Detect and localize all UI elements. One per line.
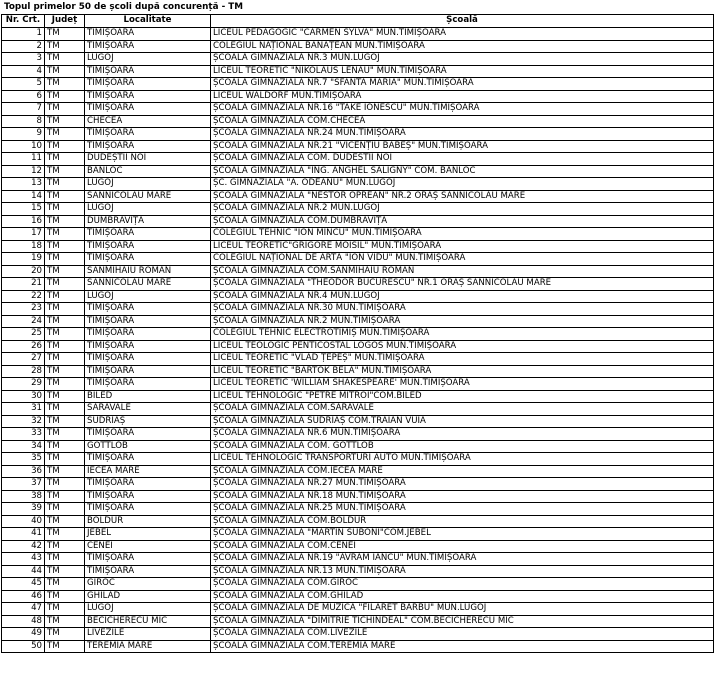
row-judet-cell: TM [45, 353, 85, 366]
table-row [2, 215, 714, 228]
row-localitate-cell: GHILAD [85, 590, 211, 603]
table-row [2, 428, 714, 441]
row-judet-cell: TM [45, 603, 85, 616]
row-localitate-cell: DUMBRĂVIȚA [85, 215, 211, 228]
row-scoala-cell: ȘCOALA GIMNAZIALĂ NR.24 MUN.TIMIȘOARA [211, 128, 714, 141]
row-nr-cell: 37 [2, 478, 45, 491]
row-localitate-cell: TIMIȘOARA [85, 78, 211, 91]
row-nr-cell: 2 [2, 40, 45, 53]
row-judet-cell: TM [45, 440, 85, 453]
row-localitate-cell: LUGOJ [85, 178, 211, 191]
row-scoala-cell: LICEUL TEORETIC "NIKOLAUS LENAU" MUN.TIMIȘOARA [211, 65, 714, 78]
table-row [2, 378, 714, 391]
table-row [2, 90, 714, 103]
row-localitate-cell: SÂNNICOLAU MARE [85, 278, 211, 291]
row-nr-cell: 16 [2, 215, 45, 228]
row-judet-cell: TM [45, 140, 85, 153]
row-localitate-cell: SÂNNICOLAU MARE [85, 190, 211, 203]
row-nr-cell: 30 [2, 390, 45, 403]
row-scoala-cell: ȘCOALA GIMNAZIALĂ "NESTOR OPREAN" NR.2 ORAȘ SÂNNICOLAU MARE [211, 190, 714, 203]
row-judet-cell: TM [45, 153, 85, 166]
table-row [2, 103, 714, 116]
row-localitate-cell: TIMIȘOARA [85, 303, 211, 316]
row-scoala-cell: LICEUL TEHNOLOGIC "PETRE MITROI"COM.BILED [211, 390, 714, 403]
row-localitate-cell: SÂNMIHAIU ROMÂN [85, 265, 211, 278]
row-localitate-cell: GIROC [85, 578, 211, 591]
row-judet-cell: TM [45, 90, 85, 103]
row-scoala-cell: LICEUL PEDAGOGIC "CARMEN SYLVA" MUN.TIMIȘOARA [211, 28, 714, 41]
row-scoala-cell: LICEUL TEORETIC "VLAD ȚEPEȘ" MUN.TIMIȘOARA [211, 353, 714, 366]
row-nr-cell: 6 [2, 90, 45, 103]
row-scoala-cell: ȘCOALA GIMNAZIALĂ NR.30 MUN.TIMIȘOARA [211, 303, 714, 316]
row-scoala-cell: ȘCOALA GIMNAZIALĂ COM.SARAVALE [211, 403, 714, 416]
row-scoala-cell: ȘCOALA GIMNAZIALĂ SUDRIAȘ COM.TRAIAN VUIA [211, 415, 714, 428]
row-scoala-cell: ȘCOALA GIMNAZIALĂ NR.2 MUN.TIMIȘOARA [211, 315, 714, 328]
row-scoala-cell: ȘCOALA GIMNAZIALĂ NR.27 MUN.TIMIȘOARA [211, 478, 714, 491]
table-row [2, 615, 714, 628]
row-judet-cell: TM [45, 53, 85, 66]
row-nr-cell: 5 [2, 78, 45, 91]
row-judet-cell: TM [45, 465, 85, 478]
row-nr-cell: 3 [2, 53, 45, 66]
row-judet-cell: TM [45, 228, 85, 241]
table-row [2, 503, 714, 516]
table-row [2, 153, 714, 166]
table-row [2, 553, 714, 566]
row-localitate-cell: TIMIȘOARA [85, 253, 211, 266]
table-row [2, 490, 714, 503]
table-title: Topul primelor 50 de școli după concurență - TM [4, 2, 244, 12]
row-judet-cell: TM [45, 528, 85, 541]
row-scoala-cell: ȘCOALA GIMNAZIALĂ NR.25 MUN.TIMIȘOARA [211, 503, 714, 516]
row-localitate-cell: TIMIȘOARA [85, 65, 211, 78]
row-nr-cell: 21 [2, 278, 45, 291]
row-nr-cell: 25 [2, 328, 45, 341]
row-scoala-cell: LICEUL TEOLOGIC PENTICOSTAL LOGOS MUN.TIMIȘOARA [211, 340, 714, 353]
table-row [2, 303, 714, 316]
row-nr-cell: 11 [2, 153, 45, 166]
row-judet-cell: TM [45, 478, 85, 491]
table-row [2, 590, 714, 603]
row-judet-cell: TM [45, 103, 85, 116]
table-row [2, 540, 714, 553]
row-localitate-cell: TIMIȘOARA [85, 353, 211, 366]
table-row [2, 140, 714, 153]
row-scoala-cell: ȘCOALA GIMNAZIALĂ COM.LIVEZILE [211, 628, 714, 641]
row-localitate-cell: BECICHERECU MIC [85, 615, 211, 628]
row-localitate-cell: TIMIȘOARA [85, 490, 211, 503]
header-row [2, 15, 714, 28]
table-row [2, 290, 714, 303]
row-scoala-cell: COLEGIUL TEHNIC "ION MINCU" MUN.TIMIȘOARA [211, 228, 714, 241]
table-row [2, 278, 714, 291]
row-nr-cell: 45 [2, 578, 45, 591]
row-judet-cell: TM [45, 265, 85, 278]
table-row [2, 115, 714, 128]
row-judet-cell: TM [45, 165, 85, 178]
row-scoala-cell: ȘCOALA GIMNAZIALĂ NR.4 MUN.LUGOJ [211, 290, 714, 303]
row-scoala-cell: ȘCOALA GIMNAZIALĂ COM.BOLDUR [211, 515, 714, 528]
row-scoala-cell: ȘCOALA GIMNAZIALĂ COM.CENEI [211, 540, 714, 553]
row-scoala-cell: ȘCOALA GIMNAZIALĂ NR.13 MUN.TIMIȘOARA [211, 565, 714, 578]
row-localitate-cell: JEBEL [85, 528, 211, 541]
row-scoala-cell: ȘCOALA GIMNAZIALĂ NR.16 "TAKE IONESCU" MUN.TIMIȘOARA [211, 103, 714, 116]
row-localitate-cell: CENEI [85, 540, 211, 553]
row-scoala-cell: ȘCOALA GIMNAZIALĂ NR.7 "SFÂNTA MARIA" MUN.TIMIȘOARA [211, 78, 714, 91]
row-localitate-cell: TIMIȘOARA [85, 40, 211, 53]
row-localitate-cell: BANLOC [85, 165, 211, 178]
row-localitate-cell: TIMIȘOARA [85, 28, 211, 41]
row-localitate-cell: TIMIȘOARA [85, 428, 211, 441]
row-nr-cell: 32 [2, 415, 45, 428]
table-row [2, 165, 714, 178]
row-localitate-cell: LUGOJ [85, 603, 211, 616]
row-scoala-cell: ȘCOALA GIMNAZIALĂ COM.GHILAD [211, 590, 714, 603]
row-scoala-cell: ȘCOALA GIMNAZIALĂ "THEODOR BUCURESCU" NR.1 ORAȘ SÂNNICOLAU MARE [211, 278, 714, 291]
row-nr-cell: 27 [2, 353, 45, 366]
row-nr-cell: 13 [2, 178, 45, 191]
schools-table [1, 14, 714, 653]
table-row [2, 640, 714, 653]
row-nr-cell: 4 [2, 65, 45, 78]
row-judet-cell: TM [45, 290, 85, 303]
row-nr-cell: 43 [2, 553, 45, 566]
table-row [2, 240, 714, 253]
row-judet-cell: TM [45, 540, 85, 553]
row-localitate-cell: TEREMIA MARE [85, 640, 211, 653]
row-judet-cell: TM [45, 28, 85, 41]
row-judet-cell: TM [45, 178, 85, 191]
row-nr-cell: 39 [2, 503, 45, 516]
row-judet-cell: TM [45, 428, 85, 441]
table-body [2, 28, 714, 653]
row-scoala-cell: LICEUL TEORETIC 'WILLIAM SHAKESPEARE' MUN.TIMIȘOARA [211, 378, 714, 391]
row-scoala-cell: ȘCOALA GIMNAZIALĂ COM.GIROC [211, 578, 714, 591]
row-localitate-cell: TIMIȘOARA [85, 378, 211, 391]
row-scoala-cell: ȘCOALA GIMNAZIALĂ "MARTIN SUBONI"COM.JEBEL [211, 528, 714, 541]
row-localitate-cell: BILED [85, 390, 211, 403]
row-judet-cell: TM [45, 315, 85, 328]
row-localitate-cell: TIMIȘOARA [85, 328, 211, 341]
row-scoala-cell: ȘCOALA GIMNAZIALĂ "ING. ANGHEL SALIGNY" COM. BANLOC [211, 165, 714, 178]
row-scoala-cell: COLEGIUL NAȚIONAL DE ARTĂ "ION VIDU" MUN.TIMIȘOARA [211, 253, 714, 266]
row-judet-cell: TM [45, 215, 85, 228]
row-scoala-cell: ȘCOALA GIMNAZIALĂ NR.6 MUN.TIMIȘOARA [211, 428, 714, 441]
table-row [2, 415, 714, 428]
row-nr-cell: 9 [2, 128, 45, 141]
row-judet-cell: TM [45, 415, 85, 428]
row-nr-cell: 34 [2, 440, 45, 453]
row-judet-cell: TM [45, 203, 85, 216]
table-row [2, 78, 714, 91]
row-judet-cell: TM [45, 240, 85, 253]
row-nr-cell: 18 [2, 240, 45, 253]
row-judet-cell: TM [45, 328, 85, 341]
row-judet-cell: TM [45, 590, 85, 603]
table-row [2, 128, 714, 141]
row-judet-cell: TM [45, 365, 85, 378]
row-judet-cell: TM [45, 403, 85, 416]
row-nr-cell: 17 [2, 228, 45, 241]
row-localitate-cell: TIMIȘOARA [85, 365, 211, 378]
row-localitate-cell: TIMIȘOARA [85, 565, 211, 578]
row-localitate-cell: TIMIȘOARA [85, 315, 211, 328]
row-nr-cell: 7 [2, 103, 45, 116]
row-nr-cell: 46 [2, 590, 45, 603]
row-scoala-cell: ȘCOALA GIMNAZIALĂ COM.SÂNMIHAIU ROMÂN [211, 265, 714, 278]
row-nr-cell: 19 [2, 253, 45, 266]
row-nr-cell: 10 [2, 140, 45, 153]
row-localitate-cell: TIMIȘOARA [85, 453, 211, 466]
row-scoala-cell: ȘCOALA GIMNAZIALĂ NR.3 MUN.LUGOJ [211, 53, 714, 66]
row-localitate-cell: LIVEZILE [85, 628, 211, 641]
row-localitate-cell: GOTTLOB [85, 440, 211, 453]
row-nr-cell: 41 [2, 528, 45, 541]
row-judet-cell: TM [45, 565, 85, 578]
row-localitate-cell: LUGOJ [85, 53, 211, 66]
row-nr-cell: 14 [2, 190, 45, 203]
row-judet-cell: TM [45, 190, 85, 203]
row-judet-cell: TM [45, 278, 85, 291]
table-row [2, 265, 714, 278]
row-judet-cell: TM [45, 115, 85, 128]
row-localitate-cell: BOLDUR [85, 515, 211, 528]
row-scoala-cell: LICEUL WALDORF MUN.TIMIȘOARA [211, 90, 714, 103]
row-nr-cell: 31 [2, 403, 45, 416]
row-judet-cell: TM [45, 253, 85, 266]
row-nr-cell: 28 [2, 365, 45, 378]
row-judet-cell: TM [45, 390, 85, 403]
row-nr-cell: 47 [2, 603, 45, 616]
table-row [2, 365, 714, 378]
row-localitate-cell: SARAVALE [85, 403, 211, 416]
table-row [2, 478, 714, 491]
row-judet-cell: TM [45, 628, 85, 641]
row-judet-cell: TM [45, 515, 85, 528]
header-nr: Nr. Crt. [2, 15, 45, 28]
row-localitate-cell: IECEA MARE [85, 465, 211, 478]
row-localitate-cell: TIMIȘOARA [85, 240, 211, 253]
row-nr-cell: 48 [2, 615, 45, 628]
row-nr-cell: 36 [2, 465, 45, 478]
row-scoala-cell: ȘCOALA GIMNAZIALĂ DE MUZICA "FILARET BARBU" MUN.LUGOJ [211, 603, 714, 616]
table-row [2, 53, 714, 66]
row-localitate-cell: LUGOJ [85, 290, 211, 303]
row-localitate-cell: TIMIȘOARA [85, 128, 211, 141]
row-scoala-cell: LICEUL TEORETIC "BARTOK BELA" MUN.TIMIȘOARA [211, 365, 714, 378]
row-localitate-cell: LUGOJ [85, 203, 211, 216]
row-scoala-cell: LICEUL TEHNOLOGIC TRANSPORTURI AUTO MUN.TIMIȘOARA [211, 453, 714, 466]
table-row [2, 340, 714, 353]
table-row [2, 403, 714, 416]
table-row [2, 253, 714, 266]
row-scoala-cell: ȘCOALA GIMNAZIALĂ COM.TEREMIA MARE [211, 640, 714, 653]
row-localitate-cell: TIMIȘOARA [85, 503, 211, 516]
row-localitate-cell: TIMIȘOARA [85, 478, 211, 491]
row-nr-cell: 1 [2, 28, 45, 41]
row-nr-cell: 8 [2, 115, 45, 128]
table-row [2, 40, 714, 53]
row-judet-cell: TM [45, 65, 85, 78]
row-localitate-cell: TIMIȘOARA [85, 140, 211, 153]
row-judet-cell: TM [45, 340, 85, 353]
header-localitate: Localitate [85, 15, 211, 28]
row-judet-cell: TM [45, 453, 85, 466]
table-row [2, 453, 714, 466]
row-localitate-cell: SUDRIAȘ [85, 415, 211, 428]
row-nr-cell: 23 [2, 303, 45, 316]
row-localitate-cell: TIMIȘOARA [85, 90, 211, 103]
row-scoala-cell: ȘCOALA GIMNAZIALĂ COM. DUDESTII NOI [211, 153, 714, 166]
row-nr-cell: 40 [2, 515, 45, 528]
row-judet-cell: TM [45, 640, 85, 653]
header-scoala: Școală [211, 15, 714, 28]
table-row [2, 603, 714, 616]
row-scoala-cell: ȘC. GIMNAZIALĂ "A. ODEANU" MUN.LUGOJ [211, 178, 714, 191]
row-nr-cell: 33 [2, 428, 45, 441]
row-scoala-cell: ȘCOALA GIMNAZIALĂ COM.DUMBRĂVIȚA [211, 215, 714, 228]
row-scoala-cell: ȘCOALA GIMNAZIALĂ NR.21 "VICENȚIU BABEȘ" MUN.TIMIȘOARA [211, 140, 714, 153]
table-row [2, 353, 714, 366]
row-localitate-cell: TIMIȘOARA [85, 340, 211, 353]
table-row [2, 390, 714, 403]
row-judet-cell: TM [45, 615, 85, 628]
table-row [2, 528, 714, 541]
row-scoala-cell: COLEGIUL NAȚIONAL BĂNĂȚEAN MUN.TIMIȘOARA [211, 40, 714, 53]
row-localitate-cell: TIMIȘOARA [85, 553, 211, 566]
row-nr-cell: 38 [2, 490, 45, 503]
row-scoala-cell: ȘCOALA GIMNAZIALĂ NR.18 MUN.TIMIȘOARA [211, 490, 714, 503]
row-localitate-cell: TIMIȘOARA [85, 228, 211, 241]
row-judet-cell: TM [45, 378, 85, 391]
table-row [2, 628, 714, 641]
table-row [2, 178, 714, 191]
row-judet-cell: TM [45, 490, 85, 503]
table-row [2, 565, 714, 578]
row-nr-cell: 49 [2, 628, 45, 641]
row-nr-cell: 35 [2, 453, 45, 466]
table-row [2, 28, 714, 41]
header-judet: Județ [45, 15, 85, 28]
table-row [2, 65, 714, 78]
row-scoala-cell: ȘCOALA GIMNAZIALĂ COM.CHECEA [211, 115, 714, 128]
row-judet-cell: TM [45, 40, 85, 53]
table-row [2, 203, 714, 216]
row-judet-cell: TM [45, 128, 85, 141]
row-judet-cell: TM [45, 553, 85, 566]
row-localitate-cell: CHECEA [85, 115, 211, 128]
table-row [2, 328, 714, 341]
row-nr-cell: 22 [2, 290, 45, 303]
row-scoala-cell: LICEUL TEORETIC"GRIGORE MOISIL" MUN.TIMIȘOARA [211, 240, 714, 253]
row-nr-cell: 26 [2, 340, 45, 353]
row-scoala-cell: ȘCOALA GIMNAZIALĂ COM. GOTTLOB [211, 440, 714, 453]
row-nr-cell: 24 [2, 315, 45, 328]
table-row [2, 515, 714, 528]
table-row [2, 190, 714, 203]
row-nr-cell: 44 [2, 565, 45, 578]
row-judet-cell: TM [45, 503, 85, 516]
table-row [2, 315, 714, 328]
table-row [2, 228, 714, 241]
spreadsheet [1, 0, 714, 653]
row-nr-cell: 12 [2, 165, 45, 178]
table-row [2, 578, 714, 591]
row-scoala-cell: ȘCOALA GIMNAZIALĂ COM.IECEA MARE [211, 465, 714, 478]
row-scoala-cell: ȘCOALA GIMNAZIALĂ "DIMITRIE TICHINDEAL" COM.BECICHERECU MIC [211, 615, 714, 628]
row-nr-cell: 15 [2, 203, 45, 216]
row-nr-cell: 42 [2, 540, 45, 553]
row-nr-cell: 29 [2, 378, 45, 391]
row-localitate-cell: TIMIȘOARA [85, 103, 211, 116]
row-scoala-cell: COLEGIUL TEHNIC ELECTROTIMIȘ MUN.TIMIȘOARA [211, 328, 714, 341]
row-judet-cell: TM [45, 78, 85, 91]
row-scoala-cell: ȘCOALA GIMNAZIALĂ NR.2 MUN.LUGOJ [211, 203, 714, 216]
row-nr-cell: 20 [2, 265, 45, 278]
table-row [2, 465, 714, 478]
table-row [2, 440, 714, 453]
row-nr-cell: 50 [2, 640, 45, 653]
row-judet-cell: TM [45, 578, 85, 591]
row-scoala-cell: ȘCOALA GIMNAZIALĂ NR.19 "AVRAM IANCU" MUN.TIMIȘOARA [211, 553, 714, 566]
row-judet-cell: TM [45, 303, 85, 316]
row-localitate-cell: DUDEȘTII NOI [85, 153, 211, 166]
